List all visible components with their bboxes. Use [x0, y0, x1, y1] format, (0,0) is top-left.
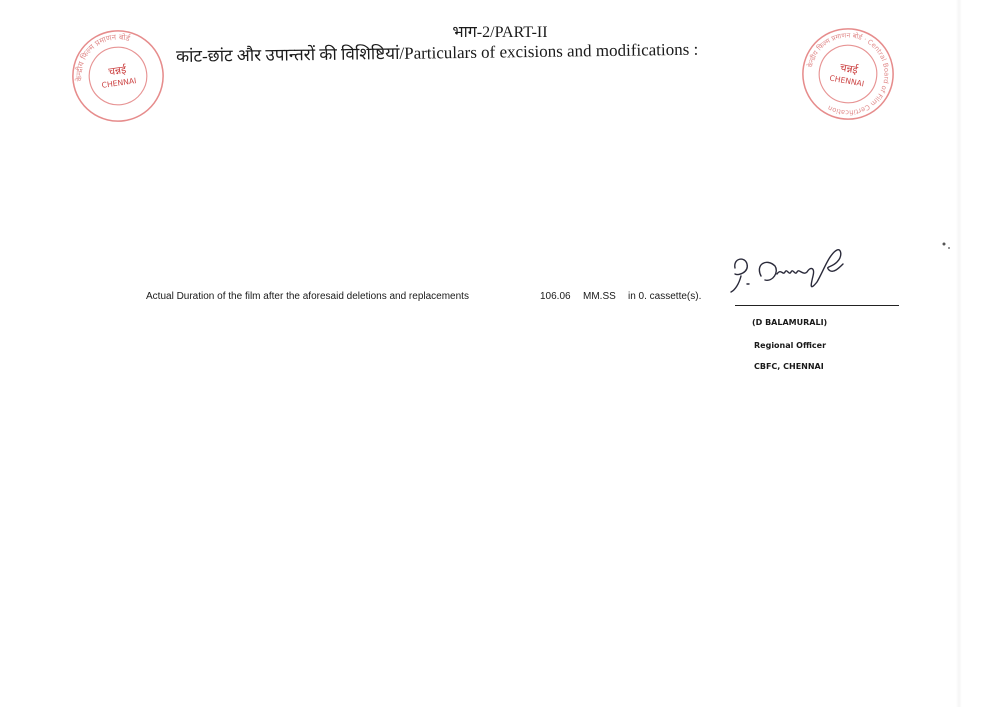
svg-text:CHENNAI: CHENNAI	[828, 73, 865, 89]
svg-text:चन्नई: चन्नई	[107, 63, 128, 79]
scan-speck	[940, 239, 952, 251]
duration-label: Actual Duration of the film after the aforesaid deletions and replacements	[146, 291, 469, 302]
svg-text:चन्नई: चन्नई	[839, 61, 859, 77]
svg-text:केन्द्रीय फिल्म प्रमाणन बोर्ड: केन्द्रीय फिल्म प्रमाणन बोर्ड	[74, 32, 131, 82]
officer-office: CBFC, CHENNAI	[754, 362, 824, 371]
svg-text:CHENNAI: CHENNAI	[101, 76, 137, 90]
page-edge-shadow	[956, 0, 962, 707]
officer-designation: Regional Officer	[754, 341, 827, 350]
duration-value: 106.06	[540, 291, 571, 302]
officer-signature	[725, 246, 850, 304]
cbfc-seal-right	[792, 18, 903, 129]
cbfc-seal-left	[64, 22, 172, 130]
signature-line	[735, 305, 899, 306]
duration-unit: MM.SS	[583, 291, 616, 302]
part-heading: भाग-2/PART-II	[452, 24, 548, 41]
officer-name: (D BALAMURALI)	[752, 318, 828, 327]
duration-cassette: in 0. cassette(s).	[628, 291, 702, 302]
svg-text:केन्द्रीय फिल्म प्रमाणन बोर्ड: केन्द्रीय फिल्म प्रमाणन बोर्ड · Central Board of Film Certification	[806, 31, 891, 117]
section-title: कांट-छांट और उपान्तरों की विशिष्टियां/Particulars of excisions and modifications :	[175, 39, 699, 66]
